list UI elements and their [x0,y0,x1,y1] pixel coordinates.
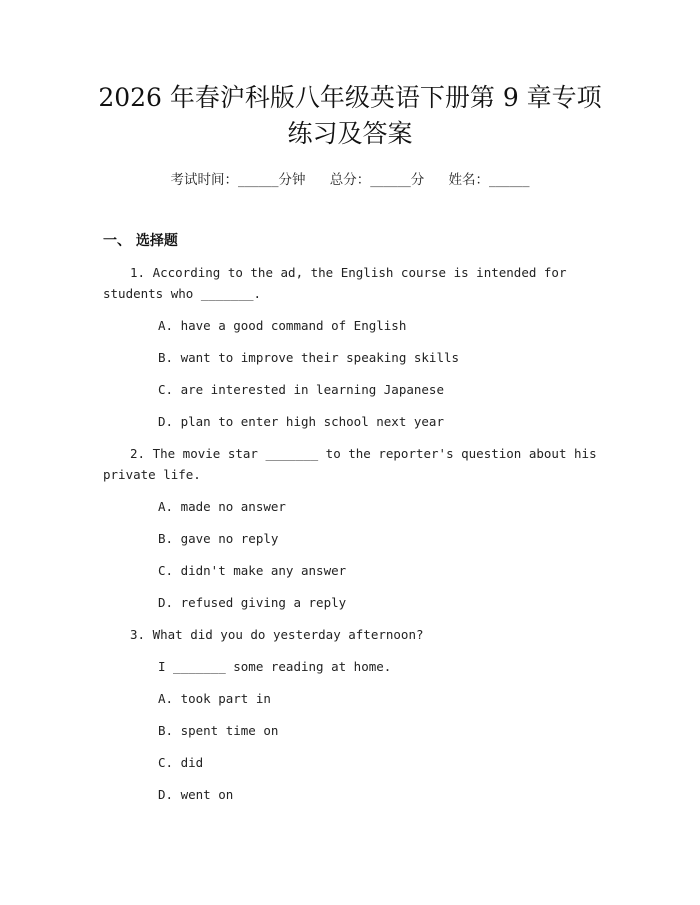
total-score-field: 总分：______分 [329,172,425,188]
question-1 [103,262,603,438]
title-line-2: 练习及答案 [287,119,413,148]
question-3-option-c: C. did [158,755,204,770]
exam-meta [0,168,700,188]
exam-time-field: 考试时间：______分钟 [170,172,306,188]
title-line-1: 2026 年春沪科版八年级英语下册第 9 章专项 [98,83,602,112]
question-1-option-c: C. are interested in learning Japanese [158,382,444,397]
question-2-option-d: D. refused giving a reply [158,595,347,610]
question-list [103,262,603,811]
question-1-option-a: A. have a good command of English [158,318,407,333]
question-3-continuation: I _______ some reading at home. [158,659,392,674]
question-2 [103,443,603,619]
question-2-stem: 2. The movie star _______ to the reporter's question about his private life. [103,446,597,482]
section-heading: 一、 选择题 [103,233,178,249]
question-3-stem: 3. What did you do yesterday afternoon? [130,627,424,642]
question-2-option-a: A. made no answer [158,499,286,514]
question-3 [103,624,603,811]
question-1-stem: 1. According to the ad, the English course is intended for students who _______. [103,265,567,301]
page-title [60,80,640,152]
question-1-option-b: B. want to improve their speaking skills [158,350,460,365]
question-3-option-d: D. went on [158,787,234,802]
student-name-field: 姓名：______ [448,172,530,188]
question-3-option-b: B. spent time on [158,723,279,738]
question-1-option-d: D. plan to enter high school next year [158,414,444,429]
question-2-option-c: C. didn't make any answer [158,563,347,578]
question-3-option-a: A. took part in [158,691,271,706]
question-2-option-b: B. gave no reply [158,531,279,546]
